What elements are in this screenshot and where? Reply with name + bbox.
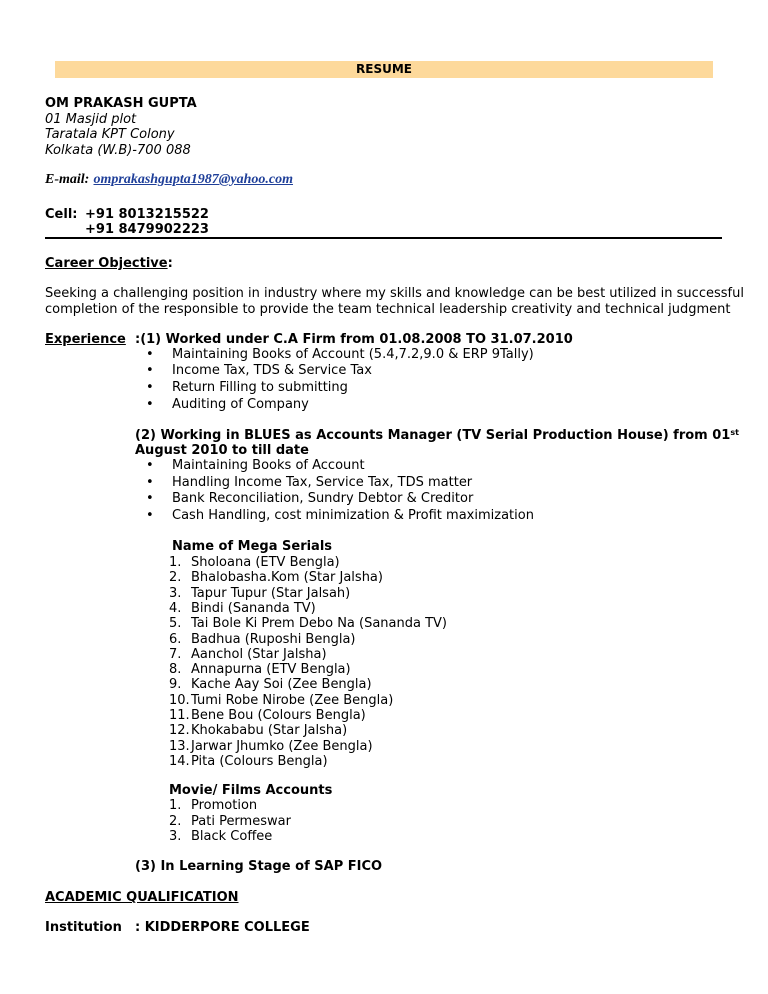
- serial-item: Khokababu (Star Jalsha): [191, 723, 348, 739]
- email-label: E-mail:: [45, 172, 90, 187]
- objective-colon: :: [167, 256, 173, 271]
- experience-label: Experience: [45, 332, 126, 347]
- film-item: Black Coffee: [191, 829, 273, 844]
- job1-title: :(1) Worked under C.A Firm from 01.08.2008 TO 31.07.2010: [135, 332, 573, 347]
- serial-item: Bhalobasha.Kom (Star Jalsha): [191, 570, 383, 586]
- serial-number: 8.: [169, 662, 182, 678]
- serial-number: 14.: [169, 753, 190, 769]
- candidate-name: OM PRAKASH GUPTA: [45, 96, 197, 111]
- objective-heading: Career Objective: [45, 256, 168, 271]
- serial-item: Badhua (Ruposhi Bengla): [191, 631, 356, 647]
- job1-item: Income Tax, TDS & Service Tax: [172, 363, 372, 378]
- serial-number: 11.: [169, 708, 190, 723]
- serial-number: 13.: [169, 738, 190, 754]
- job1-item: Auditing of Company: [172, 397, 309, 412]
- address-line-1: 01 Masjid plot: [45, 112, 137, 127]
- job2-title-sup: st: [730, 428, 739, 437]
- serial-number: 6.: [169, 631, 182, 647]
- serial-item: Kache Aay Soi (Zee Bengla): [191, 677, 372, 693]
- address-line-2: Taratala KPT Colony: [45, 127, 175, 142]
- serial-number: 7.: [169, 646, 182, 662]
- phone-1: +91 8013215522: [85, 207, 209, 222]
- bullet-icon: •: [146, 347, 154, 362]
- resume-title: RESUME: [356, 62, 412, 76]
- serial-number: 10.: [169, 692, 190, 708]
- serial-number: 3.: [169, 585, 182, 601]
- serial-item: Sholoana (ETV Bengla): [191, 555, 340, 570]
- bullet-icon: •: [146, 508, 154, 523]
- address-line-3: Kolkata (W.B)-700 088: [45, 143, 191, 158]
- institution-value: : KIDDERPORE COLLEGE: [135, 920, 310, 935]
- job2-item: Bank Reconciliation, Sundry Debtor & Creditor: [172, 491, 474, 506]
- bullet-icon: •: [146, 380, 154, 395]
- email-row: [45, 172, 293, 187]
- cell-label: Cell:: [45, 207, 78, 222]
- serial-number: 9.: [169, 677, 182, 693]
- serial-item: Bene Bou (Colours Bengla): [191, 708, 366, 723]
- job2-title-line-2: August 2010 to till date: [135, 443, 309, 458]
- bullet-icon: •: [146, 363, 154, 378]
- serial-item: Aanchol (Star Jalsha): [191, 646, 327, 662]
- serial-number: 5.: [169, 616, 182, 632]
- contact-divider: [45, 237, 722, 239]
- institution-label: Institution: [45, 920, 122, 935]
- serial-number: 12.: [169, 723, 190, 739]
- objective-line-2: completion of the responsible to provide the team technical leadership creativity and technical judgment: [45, 302, 731, 317]
- bullet-icon: •: [146, 491, 154, 506]
- objective-line-1: Seeking a challenging position in industry where my skills and knowledge can be best utilized in successful: [45, 286, 744, 301]
- job1-item: Maintaining Books of Account (5.4,7.2,9.0 & ERP 9Tally): [172, 347, 534, 362]
- bullet-icon: •: [146, 397, 154, 412]
- serial-item: Jarwar Jhumko (Zee Bengla): [191, 738, 373, 754]
- serial-item: Annapurna (ETV Bengla): [191, 662, 351, 678]
- film-item: Promotion: [191, 798, 258, 813]
- serial-number: 1.: [169, 555, 182, 570]
- job2-item: Maintaining Books of Account: [172, 458, 365, 473]
- phone-2: +91 8479902223: [85, 222, 209, 237]
- job2-title-a: (2) Working in BLUES as Accounts Manager (TV Serial Production House) from 01: [135, 428, 731, 443]
- film-number: 3.: [169, 829, 182, 844]
- film-item: Pati Permeswar: [191, 813, 291, 829]
- bullet-icon: •: [146, 458, 154, 473]
- job2-item: Cash Handling, cost minimization & Profit maximization: [172, 508, 534, 523]
- serials-heading: Name of Mega Serials: [172, 539, 333, 554]
- films-heading: Movie/ Films Accounts: [169, 783, 333, 798]
- serial-number: 2.: [169, 570, 182, 586]
- serial-item: Pita (Colours Bengla): [191, 753, 328, 769]
- title-bar: [55, 61, 713, 78]
- serial-item: Tapur Tupur (Star Jalsah): [191, 585, 351, 601]
- serial-item: Tai Bole Ki Prem Debo Na (Sananda TV): [191, 616, 448, 632]
- serial-item: Bindi (Sananda TV): [191, 600, 316, 616]
- job1-item: Return Filling to submitting: [172, 380, 348, 395]
- job2-title-line-1: [135, 428, 739, 443]
- film-number: 2.: [169, 813, 182, 829]
- job3-title: (3) In Learning Stage of SAP FICO: [135, 859, 383, 874]
- email-link[interactable]: omprakashgupta1987@yahoo.com: [93, 172, 293, 187]
- objective-heading-row: [45, 256, 173, 271]
- bullet-icon: •: [146, 475, 154, 490]
- job2-item: Handling Income Tax, Service Tax, TDS matter: [172, 475, 473, 490]
- academic-heading: ACADEMIC QUALIFICATION: [45, 890, 239, 905]
- serial-number: 4.: [169, 600, 182, 616]
- serial-item: Tumi Robe Nirobe (Zee Bengla): [191, 692, 394, 708]
- film-number: 1.: [169, 798, 182, 813]
